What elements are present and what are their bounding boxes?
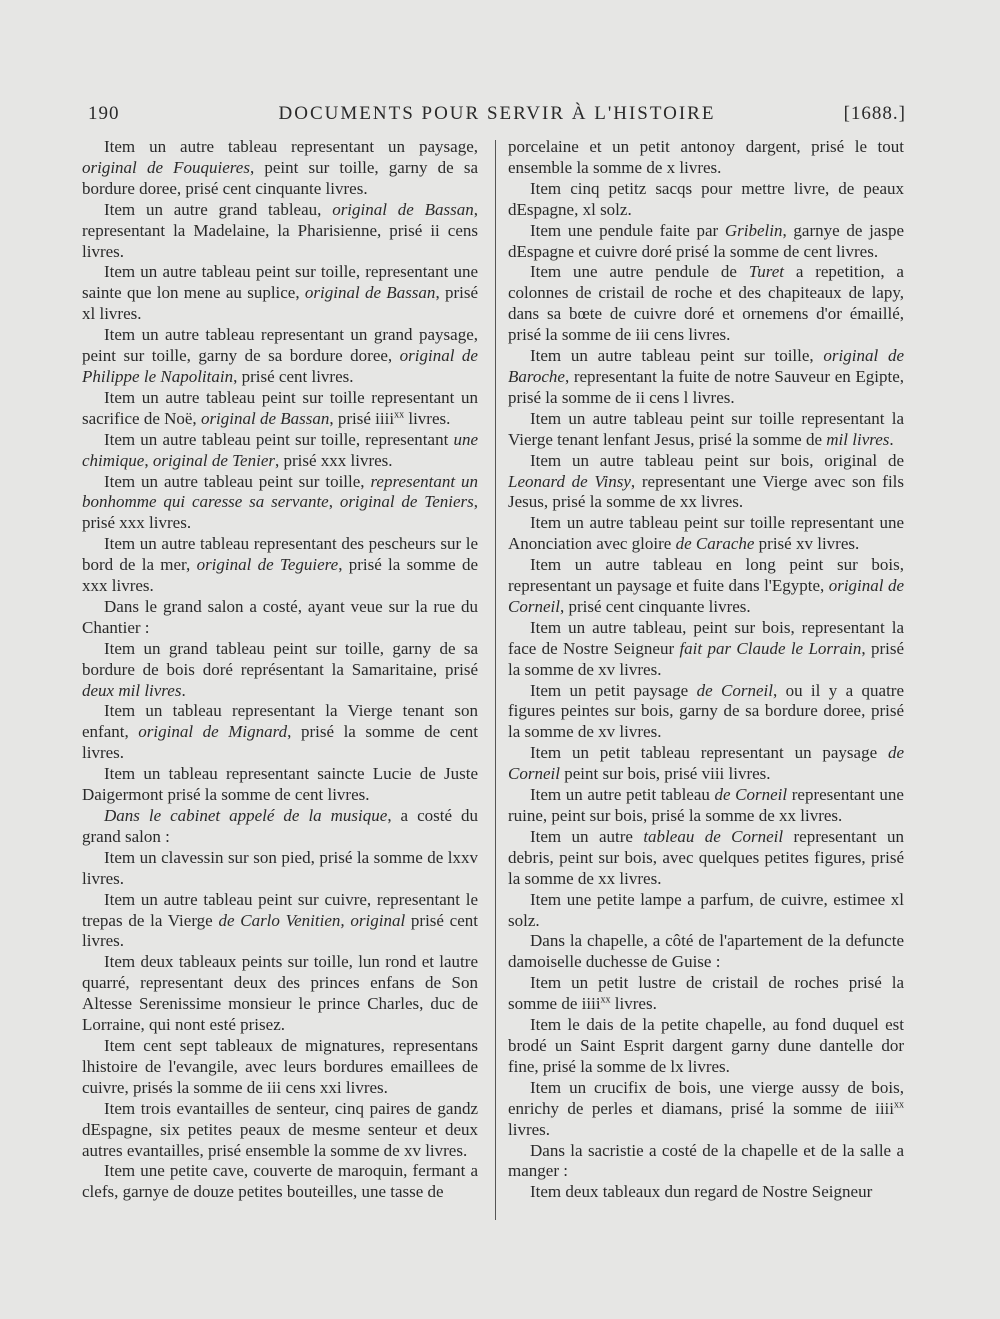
page-number: 190 [88, 103, 120, 124]
italic-run: original de Mignard [138, 722, 288, 742]
text-run: Item un tableau representant saincte Lucie de Juste Daigermont prisé la somme de cent livres. [82, 764, 478, 805]
text-run: , ou il y a quatre figures peintes sur bois, garny de sa bordure doree, prisé la somme de xv livres. [508, 680, 904, 742]
italic-run: original de Bassan [200, 408, 330, 428]
left-column [82, 137, 478, 1227]
paragraph [508, 1015, 904, 1078]
paragraph [82, 388, 478, 430]
text-run: , prisé la somme de cent livres. [82, 722, 478, 763]
text-run: Item un autre tableau peint sur toille, representant une sainte que lon mene au suplice, [82, 262, 478, 303]
italic-run: Dans le cabinet appelé de la musique [104, 806, 388, 825]
text-run: Item un autre tableau peint sur toille representant la Vierge tenant lenfant Jesus, prisé la somme de [508, 408, 904, 449]
text-run: Item deux tableaux dun regard de Nostre Seigneur [530, 1182, 873, 1202]
text-run: Item un autre [530, 826, 644, 846]
italic-run: original de Teguiere [196, 555, 339, 575]
text-run: Item un autre tableau peint sur toille, [104, 471, 371, 491]
paragraph [82, 325, 478, 388]
text-run: Dans le grand salon a costé, ayant veue sur la rue du Chantier : [82, 596, 478, 637]
text-run: representant un debris, peint sur bois, avec quelques petites figures, prisé la somme de xx livres. [508, 826, 904, 888]
text-run: , prisé cent livres. [233, 366, 354, 386]
text-run: prisé cent livres. [82, 910, 478, 951]
italic-run: mil livres [826, 429, 890, 449]
text-run: Item un autre tableau peint sur toille representant un sacrifice de Noë, [82, 387, 478, 428]
text-run: representant une ruine, peint sur bois, prisé la somme de xx livres. [508, 785, 904, 825]
text-run: livres. [404, 408, 451, 428]
italic-run: original de Bassan [304, 283, 436, 303]
right-column [508, 137, 904, 1227]
paragraph [508, 179, 904, 221]
text-run: Item un autre tableau peint sur toille representant une Anonciation avec gloire [508, 513, 904, 554]
text-run: , [144, 450, 153, 470]
text-run: , representant la fuite de notre Sauveur en Egipte, prisé la somme de ii cens l livres. [508, 366, 904, 407]
text-run: , representant une Vierge avec son fils Jesus, prisé la somme de xx livres. [508, 471, 904, 512]
superscript: xx [894, 1099, 904, 1111]
text-run: Item un grand tableau peint sur toille, garny de sa bordure de bois doré représentant la Samaritaine, prisé [82, 638, 478, 679]
paragraph [508, 973, 904, 1015]
paragraph [82, 472, 478, 535]
text-run: Item un autre tableau peint sur toille, representant [104, 429, 454, 449]
paragraph [82, 764, 478, 806]
paragraph [508, 931, 904, 973]
text-run: , garnye de jaspe dEspagne et cuivre doré prisé la somme de cent livres. [508, 220, 904, 261]
text-run: Item un petit paysage [530, 680, 697, 700]
text-run: . [889, 429, 894, 449]
paragraph [82, 534, 478, 597]
text-run: Item un tableau representant la Vierge tenant son enfant, [82, 701, 478, 742]
paragraph [82, 952, 478, 1036]
paragraph [508, 513, 904, 555]
italic-run: de Corneil [508, 743, 904, 784]
italic-run: original de Bassan [332, 199, 474, 219]
paragraph [82, 262, 478, 325]
italic-run: original de Fouquieres [82, 157, 250, 177]
text-run: Item un autre tableau peint sur bois, original de [530, 450, 904, 470]
italic-run: Leonard de Vinsy [508, 471, 631, 491]
paragraph [82, 890, 478, 953]
text-run: Item un autre tableau representant un paysage, [104, 137, 478, 156]
text-run: Item un crucifix de bois, une vierge aussy de bois, enrichy de perles et diamans, prisé la somme de iiii [508, 1077, 904, 1118]
column-divider [495, 140, 496, 1220]
italic-run: deux mil livres [82, 680, 182, 700]
text-run: livres. [610, 994, 657, 1014]
paragraph [508, 1141, 904, 1183]
paragraph [508, 555, 904, 618]
paragraph [508, 221, 904, 263]
italic-run: tableau de Corneil [643, 826, 784, 846]
italic-run: de Corneil [696, 680, 773, 700]
italic-run: une chimique [82, 429, 478, 470]
text-run: Dans la sacristie a costé de la chapelle et de la salle a manger : [508, 1140, 904, 1181]
text-run: , prisé cent cinquante livres. [559, 596, 751, 616]
text-run: Item une petite lampe a parfum, de cuivre, estimee xl solz. [508, 889, 904, 930]
text-run: , representant la Madelaine, la Pharisienne, prisé ii cens livres. [82, 199, 478, 261]
running-title: DOCUMENTS POUR SERVIR À L'HISTOIRE [278, 103, 716, 124]
italic-run: representant un bonhomme qui caresse sa servante [82, 471, 478, 512]
paragraph [82, 200, 478, 263]
text-run: peint sur bois, prisé viii livres. [559, 764, 771, 784]
text-run: , prisé xxx livres. [82, 492, 478, 533]
text-run: Item deux tableaux peints sur toille, lun rond et lautre quarré, representant deux des princes enfans de Son Altesse Serenissime monsieur le prince Charles, duc de Lorraine, qui nont esté prisez. [82, 952, 478, 1035]
paragraph [82, 848, 478, 890]
superscript: xx [600, 994, 611, 1006]
paragraph [508, 890, 904, 932]
text-run: Item un petit lustre de cristail de roches prisé la somme de iiii [508, 973, 904, 1014]
paragraph [508, 346, 904, 409]
text-run: , prisé la somme de xxx livres. [82, 555, 478, 596]
year-label: [1688.] [843, 103, 906, 124]
text-run: . [181, 680, 186, 700]
paragraph [82, 1161, 478, 1203]
italic-run: fait par Claude le Lorrain [679, 638, 862, 658]
paragraph [508, 827, 904, 890]
paragraph [82, 597, 478, 639]
italic-run: de Corneil [714, 785, 788, 805]
text-run: a repetition, a colonnes de cristail de roche et des chapiteaux de lapy, dans sa bœte de cuivre doré et ornemens d'or émaillé, prisé la somme de iii cens livres. [508, 262, 904, 345]
italic-run: original de Philippe le Napolitain [82, 346, 478, 386]
superscript: xx [394, 409, 405, 421]
paragraph [508, 785, 904, 827]
paragraph [508, 743, 904, 785]
text-run: Item le dais de la petite chapelle, au fond duquel est brodé un Saint Esprit dargent garny dune dantelle dor fine, prisé la somme de lx livres. [508, 1015, 904, 1076]
text-run: Item un autre grand tableau, [104, 199, 333, 219]
text-run: , prisé iiii [329, 408, 395, 428]
text-run: , prisé la somme de xv livres. [508, 638, 904, 679]
text-run: livres. [508, 1119, 551, 1139]
italic-run: Gribelin [724, 220, 783, 240]
text-run: Item un autre tableau representant un grand paysage, peint sur toille, garny de sa bordure doree, [82, 325, 478, 366]
text-run: prisé xv livres. [754, 534, 860, 554]
text-run: Item un autre tableau, peint sur bois, representant la face de Nostre Seigneur [508, 617, 904, 658]
text-run: Item trois evantailles de senteur, cinq paires de gandz dEspagne, six petites peaux de mesme senteur et deux autres evantailles, prisé ensemble la somme de xv livres. [82, 1098, 478, 1160]
text-run: Item un autre tableau peint sur cuivre, representant le trepas de la Vierge [82, 889, 478, 930]
paragraph [82, 639, 478, 702]
text-run: porcelaine et un petit antonoy dargent, prisé le tout ensemble la somme de x livres. [508, 137, 904, 177]
paragraph [82, 1036, 478, 1099]
paragraph [82, 430, 478, 472]
text-run: Item cent sept tableaux de mignatures, representans lhistoire de l'evangile, avec leurs bordures emaillees de cuivre, prisés la somme de iii cens xxi livres. [82, 1035, 478, 1097]
paragraph [82, 806, 478, 848]
text-run: Item un clavessin sur son pied, prisé la somme de lxxv livres. [82, 847, 478, 888]
italic-run: de Carlo Venitien, original [218, 910, 406, 930]
text-run: , prisé xxx livres. [274, 450, 393, 470]
italic-run: original de Baroche [508, 346, 904, 386]
paragraph [82, 137, 478, 200]
text-run: Item une petite cave, couverte de maroquin, fermant a clefs, garnye de douze petites bouteilles, une tasse de [82, 1161, 478, 1202]
text-run: , peint sur toille, garny de sa bordure doree, prisé cent cinquante livres. [82, 157, 478, 198]
paragraph [508, 451, 904, 514]
text-run: Dans la chapelle, a côté de l'apartement de la defuncte damoiselle duchesse de Guise : [508, 931, 904, 972]
paragraph [508, 137, 904, 179]
text-run: , prisé xl livres. [82, 283, 478, 324]
paragraph [508, 681, 904, 744]
italic-run: Turet [748, 262, 784, 282]
paragraph [82, 701, 478, 764]
italic-run: original de Tenier [152, 450, 275, 470]
paragraph [508, 618, 904, 681]
text-run: , a costé du grand salon : [82, 806, 478, 846]
text-run: Item un autre tableau en long peint sur bois, representant un paysage et fuite dans l'Egypte, [508, 555, 904, 596]
text-run: Item un petit tableau representant un paysage [530, 743, 888, 763]
paragraph [508, 409, 904, 451]
text-run: , [328, 492, 340, 512]
paragraph [508, 1182, 904, 1203]
text-run: Item une pendule faite par [530, 220, 725, 240]
text-run: Item un autre tableau peint sur toille, [530, 346, 824, 366]
text-run: Item une autre pendule de [530, 262, 749, 282]
italic-run: de Carache [675, 534, 755, 554]
paragraph [508, 1078, 904, 1141]
text-run: Item un autre petit tableau [530, 785, 715, 805]
paragraph [508, 262, 904, 346]
italic-run: original de Teniers [339, 492, 474, 512]
page-header [88, 103, 906, 133]
text-run: Item cinq petitz sacqs pour mettre livre, de peaux dEspagne, xl solz. [508, 178, 904, 219]
paragraph [82, 1099, 478, 1162]
italic-run: original de Corneil [508, 576, 904, 616]
text-run: Item un autre tableau representant des pescheurs sur le bord de la mer, [82, 534, 478, 575]
